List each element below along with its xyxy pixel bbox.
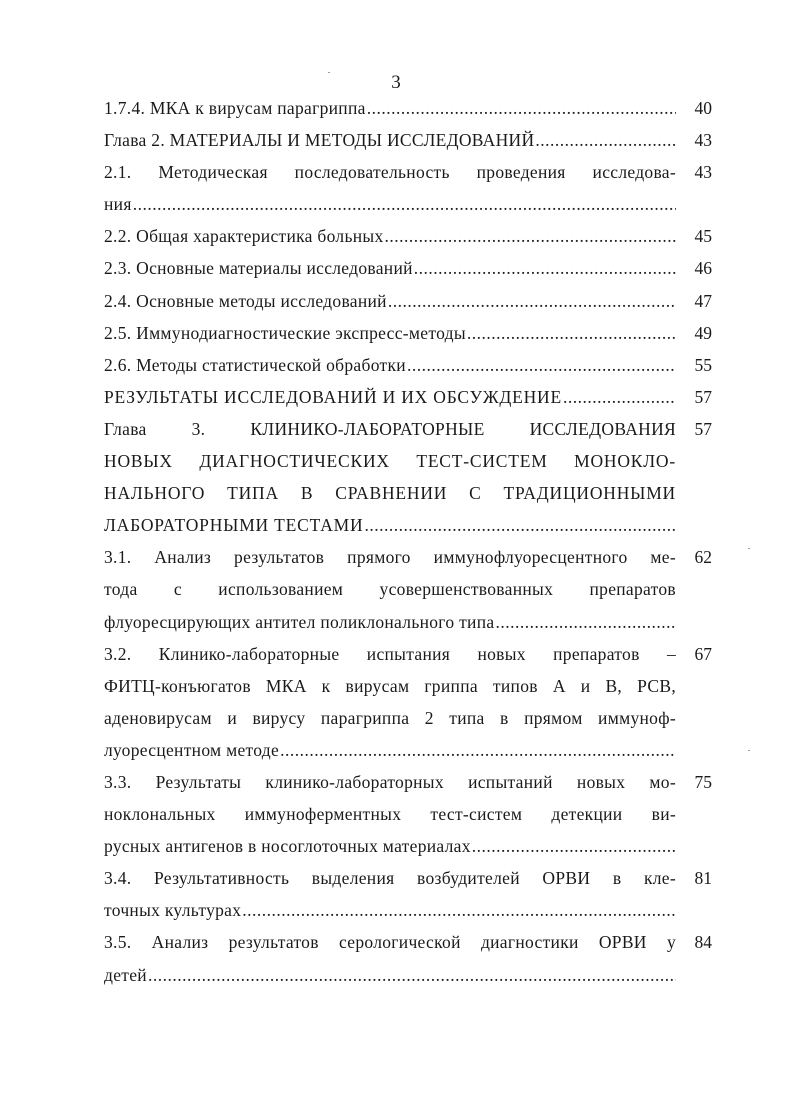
dot-leader <box>367 92 676 124</box>
toc-entry-line <box>104 381 676 413</box>
toc-entry <box>104 926 712 990</box>
toc-entry-page: 40 <box>694 98 712 118</box>
toc-entry <box>104 413 712 541</box>
toc-entry-line: тода с использованием усовершенствованных препаратов <box>104 579 676 600</box>
toc-entry-page: 84 <box>694 932 712 953</box>
toc-entry-title <box>104 156 676 220</box>
toc-entry-title <box>104 926 676 990</box>
toc-entry <box>104 349 712 381</box>
toc-entry-page: 55 <box>694 354 712 375</box>
toc-entry-page: 75 <box>694 771 712 792</box>
toc-entry-line <box>104 734 676 766</box>
toc-entry-title <box>104 862 676 926</box>
toc-entry-page: 62 <box>694 547 712 568</box>
toc-entry-page: 45 <box>694 226 712 247</box>
toc-entry <box>104 252 712 284</box>
toc-entry <box>104 317 712 349</box>
toc-entry-title <box>104 381 676 413</box>
dot-leader <box>148 959 676 991</box>
toc-entry-text: ния <box>104 194 132 215</box>
toc-entry-page: 49 <box>694 322 712 343</box>
toc-entry-line: 2.1. Методическая последовательность проведения исследова- <box>104 162 676 183</box>
toc-entry-title <box>104 638 676 766</box>
toc-entry <box>104 285 712 317</box>
toc-entry-page: 46 <box>694 258 712 279</box>
toc-entry-line <box>104 220 676 252</box>
toc-entry-text: точных культурах <box>104 900 242 921</box>
toc-entry-line: 3.4. Результативность выделения возбудителей ОРВИ в кле- <box>104 868 676 889</box>
toc-entry-line <box>104 252 676 284</box>
toc-entry-title <box>104 252 676 284</box>
toc-entry-page: 43 <box>694 162 712 183</box>
toc-entry-line <box>104 894 676 926</box>
toc-entry-text: 2.6. Методы статистической обработки <box>104 354 406 375</box>
toc-entry-line <box>104 124 676 156</box>
dot-leader <box>242 894 676 926</box>
toc-entry-line <box>104 509 676 541</box>
toc-entry-text: ЛАБОРАТОРНЫМИ ТЕСТАМИ <box>104 515 364 536</box>
toc-entry-line <box>104 349 676 381</box>
toc-entry-line <box>104 830 676 862</box>
toc-entry-text: 2.4. Основные методы исследований <box>104 290 387 311</box>
dot-leader <box>495 606 676 638</box>
toc-entry <box>104 638 712 766</box>
toc-entry <box>104 156 712 220</box>
dot-leader <box>385 220 676 252</box>
toc-entry-title <box>104 413 676 541</box>
toc-entry-text: луоресцентном методе <box>104 739 280 760</box>
table-of-contents <box>104 92 712 991</box>
toc-entry-title <box>104 317 676 349</box>
toc-entry-line: НОВЫХ ДИАГНОСТИЧЕСКИХ ТЕСТ-СИСТЕМ МОНОКЛО- <box>104 451 676 472</box>
toc-entry-text: русных антигенов в носоглоточных материалах <box>104 836 471 857</box>
dot-leader <box>133 188 676 220</box>
toc-entry-text: 1.7.4. МКА к вирусам парагриппа <box>104 98 366 118</box>
toc-entry <box>104 92 712 124</box>
toc-entry-line <box>104 606 676 638</box>
toc-entry-text: Глава 2. МАТЕРИАЛЫ И МЕТОДЫ ИССЛЕДОВАНИЙ <box>104 130 535 151</box>
dot-leader <box>388 285 676 317</box>
toc-entry <box>104 541 712 637</box>
toc-entry-line <box>104 285 676 317</box>
toc-entry-title <box>104 124 676 156</box>
toc-entry-line: НАЛЬНОГО ТИПА В СРАВНЕНИИ С ТРАДИЦИОННЫМИ <box>104 483 676 504</box>
toc-entry-title <box>104 220 676 252</box>
toc-entry <box>104 766 712 862</box>
toc-entry-title <box>104 92 676 124</box>
dot-leader <box>364 509 676 541</box>
toc-entry-page: 81 <box>694 868 712 889</box>
toc-entry-title <box>104 349 676 381</box>
toc-entry-text: флуоресцирующих антител поликлонального типа <box>104 611 495 632</box>
scan-speck <box>748 548 750 549</box>
dot-leader <box>535 124 676 156</box>
dot-leader <box>414 252 676 284</box>
toc-entry-line <box>104 92 676 124</box>
toc-entry-line: ФИТЦ-конъюгатов МКА к вирусам гриппа типов А и В, РСВ, <box>104 675 676 696</box>
toc-entry-title <box>104 766 676 862</box>
toc-entry-text: детей <box>104 964 147 985</box>
toc-entry-page: 57 <box>694 386 712 407</box>
dot-leader <box>467 317 676 349</box>
dot-leader <box>280 734 676 766</box>
toc-entry-text: РЕЗУЛЬТАТЫ ИССЛЕДОВАНИЙ И ИХ ОБСУЖДЕНИЕ <box>104 386 562 407</box>
toc-entry-line <box>104 317 676 349</box>
toc-entry-text: 2.3. Основные материалы исследований <box>104 258 413 279</box>
dot-leader <box>407 349 676 381</box>
toc-entry-title <box>104 285 676 317</box>
toc-entry-page: 43 <box>694 130 712 151</box>
toc-entry-page: 47 <box>694 290 712 311</box>
page-number: 3 <box>391 72 401 93</box>
toc-entry-line: Глава 3. КЛИНИКО-ЛАБОРАТОРНЫЕ ИССЛЕДОВАНИЯ <box>104 418 676 439</box>
scan-speck <box>328 72 330 73</box>
toc-entry-title <box>104 541 676 637</box>
toc-entry-line <box>104 959 676 991</box>
scan-speck <box>748 750 750 751</box>
toc-entry <box>104 381 712 413</box>
toc-entry-page: 57 <box>694 418 712 439</box>
toc-entry-text: 2.5. Иммунодиагностические экспресс-методы <box>104 322 466 343</box>
toc-entry-line: 3.5. Анализ результатов серологической диагностики ОРВИ у <box>104 932 676 953</box>
dot-leader <box>472 830 676 862</box>
toc-entry <box>104 862 712 926</box>
toc-entry-line: 3.3. Результаты клинико-лабораторных испытаний новых мо- <box>104 771 676 792</box>
toc-entry-line: 3.2. Клинико-лабораторные испытания новых препаратов – <box>104 643 676 664</box>
toc-entry-line: 3.1. Анализ результатов прямого иммунофлуоресцентного ме- <box>104 547 676 568</box>
toc-entry-text: 2.2. Общая характеристика больных <box>104 226 384 247</box>
toc-entry <box>104 220 712 252</box>
dot-leader <box>563 381 676 413</box>
toc-entry-line <box>104 188 676 220</box>
toc-entry-line: аденовирусам и вирусу парагриппа 2 типа в прямом иммуноф- <box>104 707 676 728</box>
toc-entry-page: 67 <box>694 643 712 664</box>
toc-entry <box>104 124 712 156</box>
toc-entry-line: ноклональных иммуноферментных тест-систем детекции ви- <box>104 804 676 825</box>
